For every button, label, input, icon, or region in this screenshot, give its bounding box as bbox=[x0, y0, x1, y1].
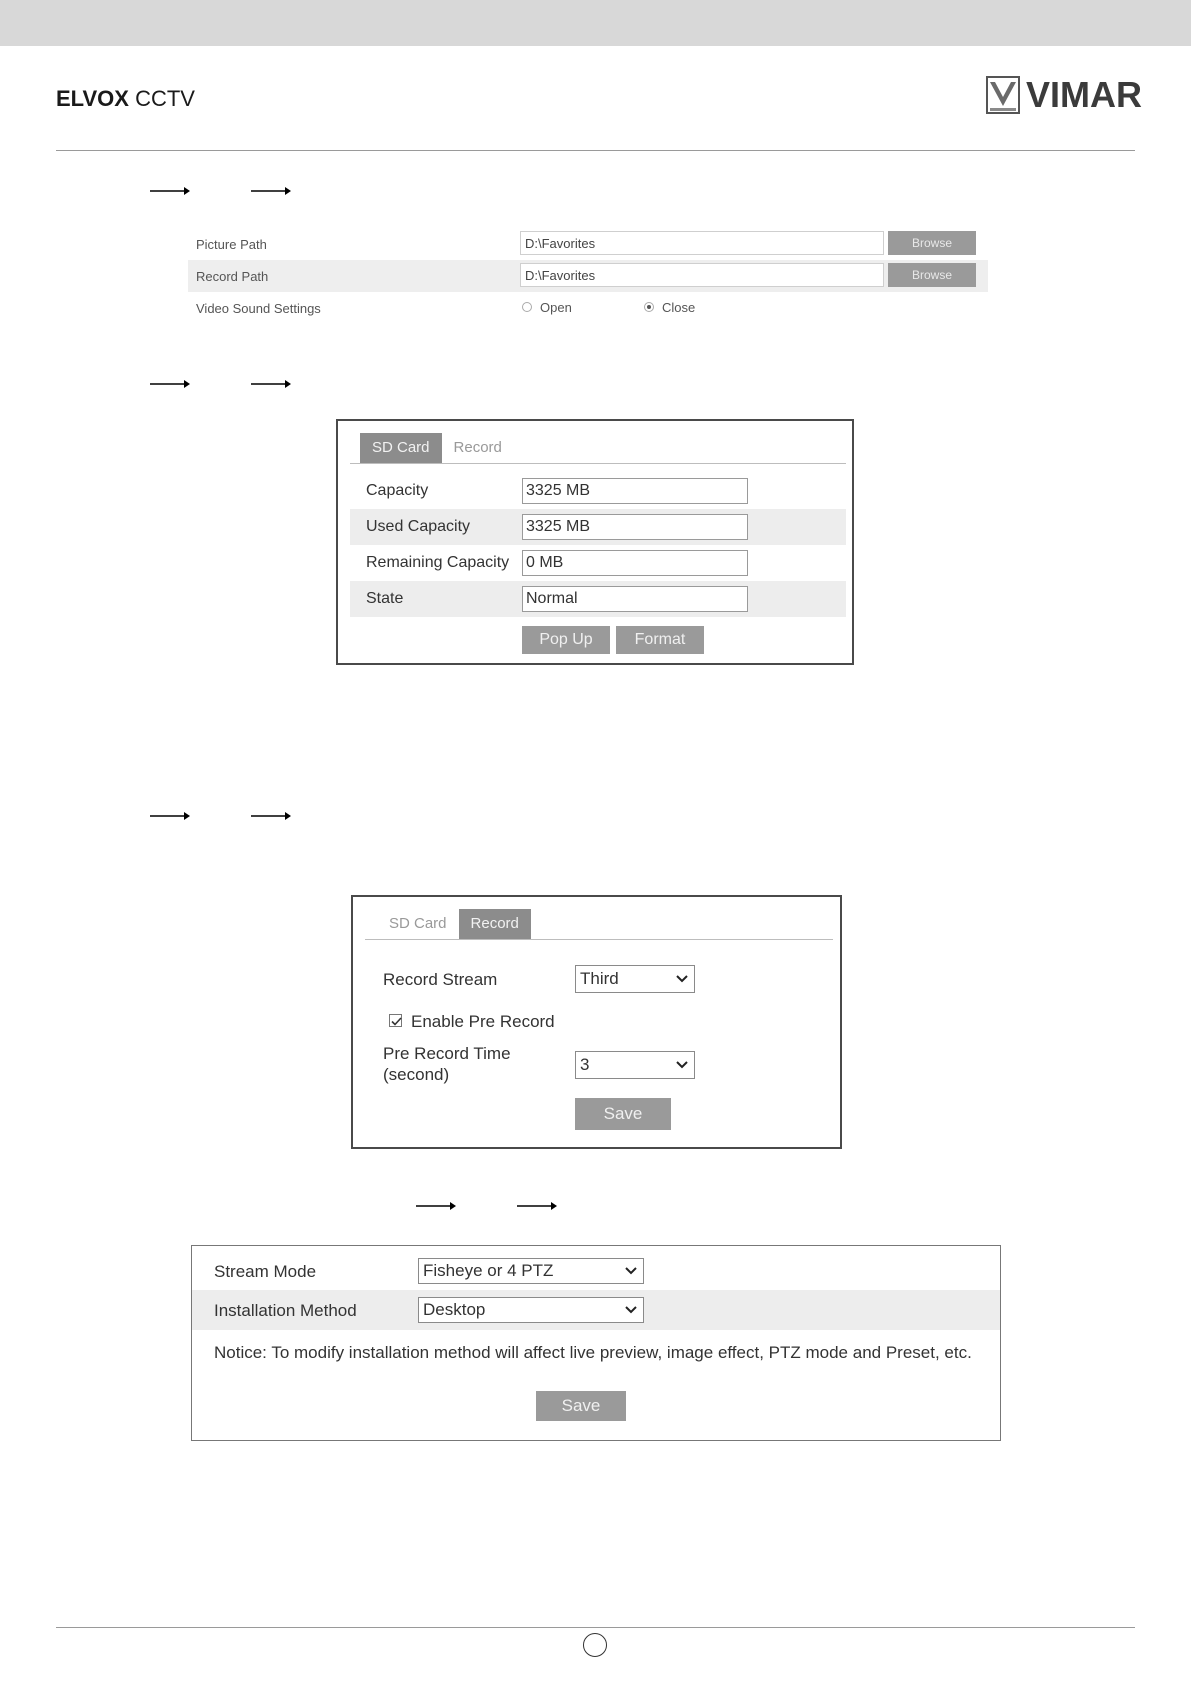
capacity-label: Capacity bbox=[366, 482, 429, 499]
state-field: Normal bbox=[522, 586, 748, 612]
picture-path-row bbox=[188, 228, 988, 260]
record-panel bbox=[351, 895, 842, 1149]
stream-mode-select[interactable] bbox=[418, 1258, 644, 1284]
pre-record-time-unit-label: (second) bbox=[383, 1065, 450, 1084]
tab-record[interactable]: Record bbox=[453, 439, 502, 456]
arrow-icon bbox=[251, 378, 291, 390]
installation-method-value: Desktop bbox=[423, 1300, 486, 1319]
tab-divider bbox=[350, 463, 846, 464]
tab-sd-card[interactable]: SD Card bbox=[389, 915, 447, 932]
close-label: Close bbox=[662, 300, 696, 315]
installation-method-select[interactable] bbox=[418, 1297, 644, 1323]
open-radio[interactable] bbox=[522, 302, 532, 312]
record-browse-button[interactable]: Browse bbox=[888, 263, 976, 287]
record-path-row bbox=[188, 260, 988, 292]
sd-panel-tabs bbox=[360, 433, 514, 463]
tab-record[interactable]: Record bbox=[459, 909, 531, 939]
arrow-icon bbox=[150, 378, 190, 390]
record-stream-label: Record Stream bbox=[383, 970, 498, 989]
brand-bold: ELVOX bbox=[56, 86, 129, 111]
save-button[interactable]: Save bbox=[575, 1098, 671, 1130]
stream-mode-value: Fisheye or 4 PTZ bbox=[423, 1261, 554, 1280]
arrow-icon bbox=[150, 810, 190, 822]
sd-card-panel bbox=[336, 419, 854, 665]
vimar-logo-icon bbox=[986, 76, 1020, 114]
installation-method-row bbox=[192, 1290, 1000, 1330]
capacity-field: 3325 MB bbox=[522, 478, 748, 504]
record-stream-value: Third bbox=[580, 969, 619, 988]
pre-record-time-value: 3 bbox=[580, 1055, 590, 1074]
record-panel-tabs bbox=[377, 909, 531, 939]
chevron-down-icon bbox=[625, 1306, 637, 1314]
record-path-input[interactable]: D:\Favorites bbox=[520, 263, 884, 287]
video-sound-row bbox=[188, 292, 988, 324]
stream-mode-row bbox=[192, 1252, 1000, 1290]
pre-record-time-select[interactable] bbox=[575, 1051, 695, 1079]
close-radio[interactable] bbox=[644, 302, 654, 312]
state-label: State bbox=[366, 590, 404, 607]
capacity-row bbox=[350, 473, 846, 509]
remaining-capacity-label: Remaining Capacity bbox=[366, 554, 510, 571]
record-path-label: Record Path bbox=[196, 269, 269, 284]
chevron-down-icon bbox=[625, 1267, 637, 1275]
enable-pre-record-checkbox[interactable] bbox=[389, 1014, 402, 1027]
state-row bbox=[350, 581, 846, 617]
remaining-capacity-row bbox=[350, 545, 846, 581]
arrow-icon bbox=[150, 185, 190, 197]
stream-mode-label: Stream Mode bbox=[214, 1262, 317, 1281]
vimar-logo bbox=[986, 74, 1142, 116]
picture-path-input[interactable]: D:\Favorites bbox=[520, 231, 884, 255]
fisheye-panel bbox=[191, 1245, 1001, 1441]
save-button[interactable]: Save bbox=[536, 1391, 626, 1421]
chevron-down-icon bbox=[676, 1061, 688, 1069]
record-stream-select[interactable] bbox=[575, 965, 695, 993]
local-config-form bbox=[188, 228, 988, 324]
footer-divider bbox=[56, 1627, 1135, 1628]
remaining-capacity-field: 0 MB bbox=[522, 550, 748, 576]
brand-light: CCTV bbox=[135, 86, 195, 111]
arrow-icon bbox=[416, 1200, 456, 1212]
chevron-down-icon bbox=[676, 975, 688, 983]
header-divider bbox=[56, 150, 1135, 151]
logo-text: VIMAR bbox=[1026, 74, 1142, 115]
pre-record-time-label: Pre Record Time bbox=[383, 1044, 511, 1063]
arrow-icon bbox=[251, 810, 291, 822]
brand-title bbox=[56, 86, 195, 112]
format-button[interactable]: Format bbox=[616, 626, 704, 654]
pop-up-button[interactable]: Pop Up bbox=[522, 626, 610, 654]
installation-method-label: Installation Method bbox=[214, 1301, 357, 1320]
page-number-circle bbox=[583, 1633, 607, 1657]
used-capacity-label: Used Capacity bbox=[366, 518, 471, 535]
arrow-icon bbox=[517, 1200, 557, 1212]
picture-path-label: Picture Path bbox=[196, 237, 267, 252]
tab-divider bbox=[365, 939, 833, 940]
used-capacity-field: 3325 MB bbox=[522, 514, 748, 540]
installation-notice: Notice: To modify installation method will affect live preview, image effect, PTZ mode and Preset, etc. bbox=[214, 1343, 972, 1362]
picture-browse-button[interactable]: Browse bbox=[888, 231, 976, 255]
used-capacity-row bbox=[350, 509, 846, 545]
arrow-icon bbox=[251, 185, 291, 197]
video-sound-label: Video Sound Settings bbox=[196, 301, 321, 316]
tab-sd-card[interactable]: SD Card bbox=[360, 433, 442, 463]
enable-pre-record-label: Enable Pre Record bbox=[411, 1012, 555, 1031]
top-bar bbox=[0, 0, 1191, 46]
check-icon bbox=[390, 1015, 403, 1028]
open-label: Open bbox=[540, 300, 572, 315]
